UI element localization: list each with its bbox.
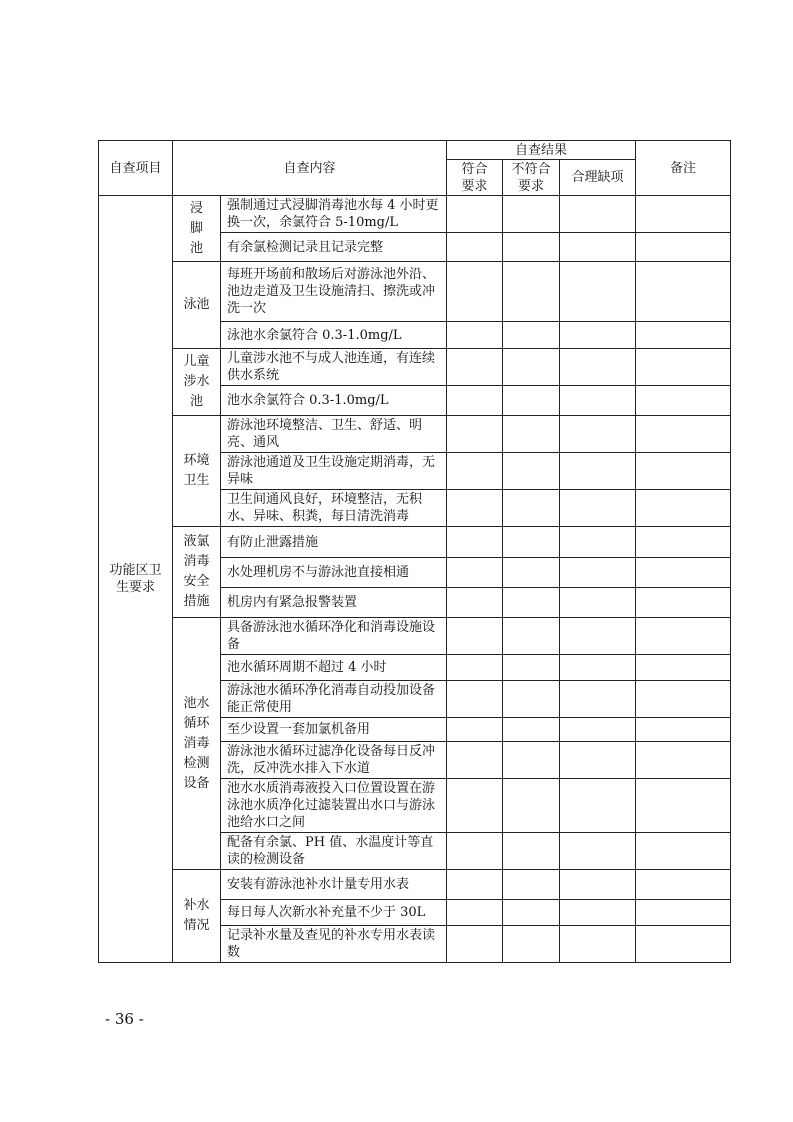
nonconform-cell[interactable]: [503, 349, 560, 386]
sub-category-cell: [173, 870, 221, 963]
conform-cell[interactable]: [447, 196, 503, 233]
sub-category-cell: [173, 527, 221, 618]
inspection-item: 游泳池环境整洁、卫生、舒适、明亮、通风: [221, 416, 447, 453]
inspection-item: 游泳池水循环净化消毒自动投加设备能正常使用: [221, 681, 447, 718]
page-number: - 36 -: [105, 1010, 144, 1028]
reasonable-missing-cell[interactable]: [560, 779, 636, 833]
sub-category-cell: [173, 416, 221, 527]
nonconform-cell[interactable]: [503, 490, 560, 527]
remark-cell[interactable]: [636, 742, 731, 779]
inspection-item: 池水循环周期不超过 4 小时: [221, 655, 447, 681]
nonconform-cell[interactable]: [503, 900, 560, 926]
reasonable-missing-cell[interactable]: [560, 416, 636, 453]
header-remark: 备注: [636, 141, 731, 196]
nonconform-cell[interactable]: [503, 416, 560, 453]
nonconform-cell[interactable]: [503, 453, 560, 490]
header-conform: 符合要求: [447, 160, 503, 196]
nonconform-cell[interactable]: [503, 527, 560, 558]
inspection-item: 记录补水量及查见的补水专用水表读数: [221, 926, 447, 963]
nonconform-cell[interactable]: [503, 322, 560, 349]
remark-cell[interactable]: [636, 349, 731, 386]
reasonable-missing-cell[interactable]: [560, 742, 636, 779]
nonconform-cell[interactable]: [503, 833, 560, 870]
remark-cell[interactable]: [636, 926, 731, 963]
nonconform-cell[interactable]: [503, 926, 560, 963]
inspection-item: 配备有余氯、PH 值、水温度计等直读的检测设备: [221, 833, 447, 870]
sub-category-label: 浸脚池: [189, 200, 203, 256]
reasonable-missing-cell[interactable]: [560, 262, 636, 322]
conform-cell[interactable]: [447, 779, 503, 833]
reasonable-missing-cell[interactable]: [560, 900, 636, 926]
conform-cell[interactable]: [447, 386, 503, 416]
nonconform-cell[interactable]: [503, 262, 560, 322]
reasonable-missing-cell[interactable]: [560, 490, 636, 527]
remark-cell[interactable]: [636, 386, 731, 416]
table-body: [99, 196, 731, 963]
table-row: [99, 262, 731, 322]
header-result: 自查结果: [447, 141, 636, 160]
reasonable-missing-cell[interactable]: [560, 453, 636, 490]
remark-cell[interactable]: [636, 490, 731, 527]
remark-cell[interactable]: [636, 453, 731, 490]
conform-cell[interactable]: [447, 655, 503, 681]
nonconform-cell[interactable]: [503, 618, 560, 655]
inspection-item: 安装有游泳池补水计量专用水表: [221, 870, 447, 900]
inspection-item: 具备游泳池水循环净化和消毒设施设备: [221, 618, 447, 655]
inspection-item: 机房内有紧急报警装置: [221, 588, 447, 618]
reasonable-missing-cell[interactable]: [560, 833, 636, 870]
conform-cell[interactable]: [447, 527, 503, 558]
header-reasonable-missing: 合理缺项: [560, 160, 636, 196]
table-row: [99, 618, 731, 655]
remark-cell[interactable]: [636, 558, 731, 588]
inspection-item: 水处理机房不与游泳池直接相通: [221, 558, 447, 588]
sub-category-label: 环境卫生: [183, 453, 210, 488]
nonconform-cell[interactable]: [503, 558, 560, 588]
conform-cell[interactable]: [447, 322, 503, 349]
remark-cell[interactable]: [636, 262, 731, 322]
sub-category-cell: [173, 262, 221, 349]
inspection-item: 儿童涉水池不与成人池连通，有连续供水系统: [221, 349, 447, 386]
remark-cell[interactable]: [636, 681, 731, 718]
conform-cell[interactable]: [447, 618, 503, 655]
inspection-item: 泳池水余氯符合 0.3-1.0mg/L: [221, 322, 447, 349]
header-content: 自查内容: [173, 141, 447, 196]
nonconform-cell[interactable]: [503, 870, 560, 900]
nonconform-cell[interactable]: [503, 779, 560, 833]
conform-cell[interactable]: [447, 416, 503, 453]
inspection-item: 卫生间通风良好，环境整洁，无积水、异味、积粪，每日清洗消毒: [221, 490, 447, 527]
conform-cell[interactable]: [447, 262, 503, 322]
table-row: [99, 416, 731, 453]
remark-cell[interactable]: [636, 779, 731, 833]
reasonable-missing-cell[interactable]: [560, 386, 636, 416]
conform-cell[interactable]: [447, 681, 503, 718]
remark-cell[interactable]: [636, 900, 731, 926]
nonconform-cell[interactable]: [503, 681, 560, 718]
reasonable-missing-cell[interactable]: [560, 349, 636, 386]
inspection-item: 至少设置一套加氯机备用: [221, 718, 447, 742]
conform-cell[interactable]: [447, 900, 503, 926]
conform-cell[interactable]: [447, 490, 503, 527]
reasonable-missing-cell[interactable]: [560, 655, 636, 681]
nonconform-cell[interactable]: [503, 386, 560, 416]
table-row: [99, 196, 731, 233]
header-nonconform: 不符合要求: [503, 160, 560, 196]
conform-cell[interactable]: [447, 742, 503, 779]
conform-cell[interactable]: [447, 349, 503, 386]
nonconform-cell[interactable]: [503, 718, 560, 742]
remark-cell[interactable]: [636, 588, 731, 618]
nonconform-cell[interactable]: [503, 196, 560, 233]
inspection-item: 游泳池通道及卫生设施定期消毒，无异味: [221, 453, 447, 490]
reasonable-missing-cell[interactable]: [560, 718, 636, 742]
nonconform-cell[interactable]: [503, 588, 560, 618]
reasonable-missing-cell[interactable]: [560, 681, 636, 718]
remark-cell[interactable]: [636, 870, 731, 900]
reasonable-missing-cell[interactable]: [560, 196, 636, 233]
reasonable-missing-cell[interactable]: [560, 233, 636, 262]
main-category-label: 功能区卫生要求: [109, 563, 162, 595]
conform-cell[interactable]: [447, 926, 503, 963]
reasonable-missing-cell[interactable]: [560, 322, 636, 349]
sub-category-label: 儿童涉水池: [183, 354, 210, 409]
remark-cell[interactable]: [636, 416, 731, 453]
sub-category-label: 泳池: [183, 297, 210, 312]
reasonable-missing-cell[interactable]: [560, 926, 636, 963]
inspection-item: 每日每人次新水补充量不少于 30L: [221, 900, 447, 926]
remark-cell[interactable]: [636, 527, 731, 558]
sub-category-label: 池水循环消毒检测设备: [183, 695, 210, 791]
conform-cell[interactable]: [447, 833, 503, 870]
conform-cell[interactable]: [447, 453, 503, 490]
nonconform-cell[interactable]: [503, 742, 560, 779]
inspection-item: 池水余氯符合 0.3-1.0mg/L: [221, 386, 447, 416]
table-row: [99, 349, 731, 386]
reasonable-missing-cell[interactable]: [560, 588, 636, 618]
nonconform-cell[interactable]: [503, 655, 560, 681]
main-category-cell: [99, 196, 173, 963]
table-row: [99, 527, 731, 558]
reasonable-missing-cell[interactable]: [560, 527, 636, 558]
remark-cell[interactable]: [636, 718, 731, 742]
sub-category-cell: [173, 196, 221, 262]
inspection-item: 有余氯检测记录且记录完整: [221, 233, 447, 262]
remark-cell[interactable]: [636, 655, 731, 681]
sub-category-label: 补水情况: [183, 898, 210, 933]
table-row: [99, 870, 731, 900]
inspection-item: 强制通过式浸脚消毒池水每 4 小时更换一次，余氯符合 5-10mg/L: [221, 196, 447, 233]
remark-cell[interactable]: [636, 618, 731, 655]
inspection-item: 池水水质消毒液投入口位置设置在游泳池水质净化过滤装置出水口与游泳池给水口之间: [221, 779, 447, 833]
conform-cell[interactable]: [447, 233, 503, 262]
conform-cell[interactable]: [447, 718, 503, 742]
sub-category-label: 液氯消毒安全措施: [183, 534, 210, 609]
inspection-item: 每班开场前和散场后对游泳池外沿、池边走道及卫生设施清扫、擦洗或冲洗一次: [221, 262, 447, 322]
sub-category-cell: [173, 618, 221, 870]
remark-cell[interactable]: [636, 233, 731, 262]
conform-cell[interactable]: [447, 588, 503, 618]
remark-cell[interactable]: [636, 322, 731, 349]
header-item: 自查项目: [99, 141, 173, 196]
conform-cell[interactable]: [447, 870, 503, 900]
self-inspection-table: [98, 140, 731, 963]
remark-cell[interactable]: [636, 196, 731, 233]
sub-category-cell: [173, 349, 221, 416]
reasonable-missing-cell[interactable]: [560, 870, 636, 900]
nonconform-cell[interactable]: [503, 233, 560, 262]
inspection-item: 有防止泄露措施: [221, 527, 447, 558]
reasonable-missing-cell[interactable]: [560, 618, 636, 655]
reasonable-missing-cell[interactable]: [560, 558, 636, 588]
inspection-item: 游泳池水循环过滤净化设备每日反冲洗，反冲洗水排入下水道: [221, 742, 447, 779]
conform-cell[interactable]: [447, 558, 503, 588]
remark-cell[interactable]: [636, 833, 731, 870]
